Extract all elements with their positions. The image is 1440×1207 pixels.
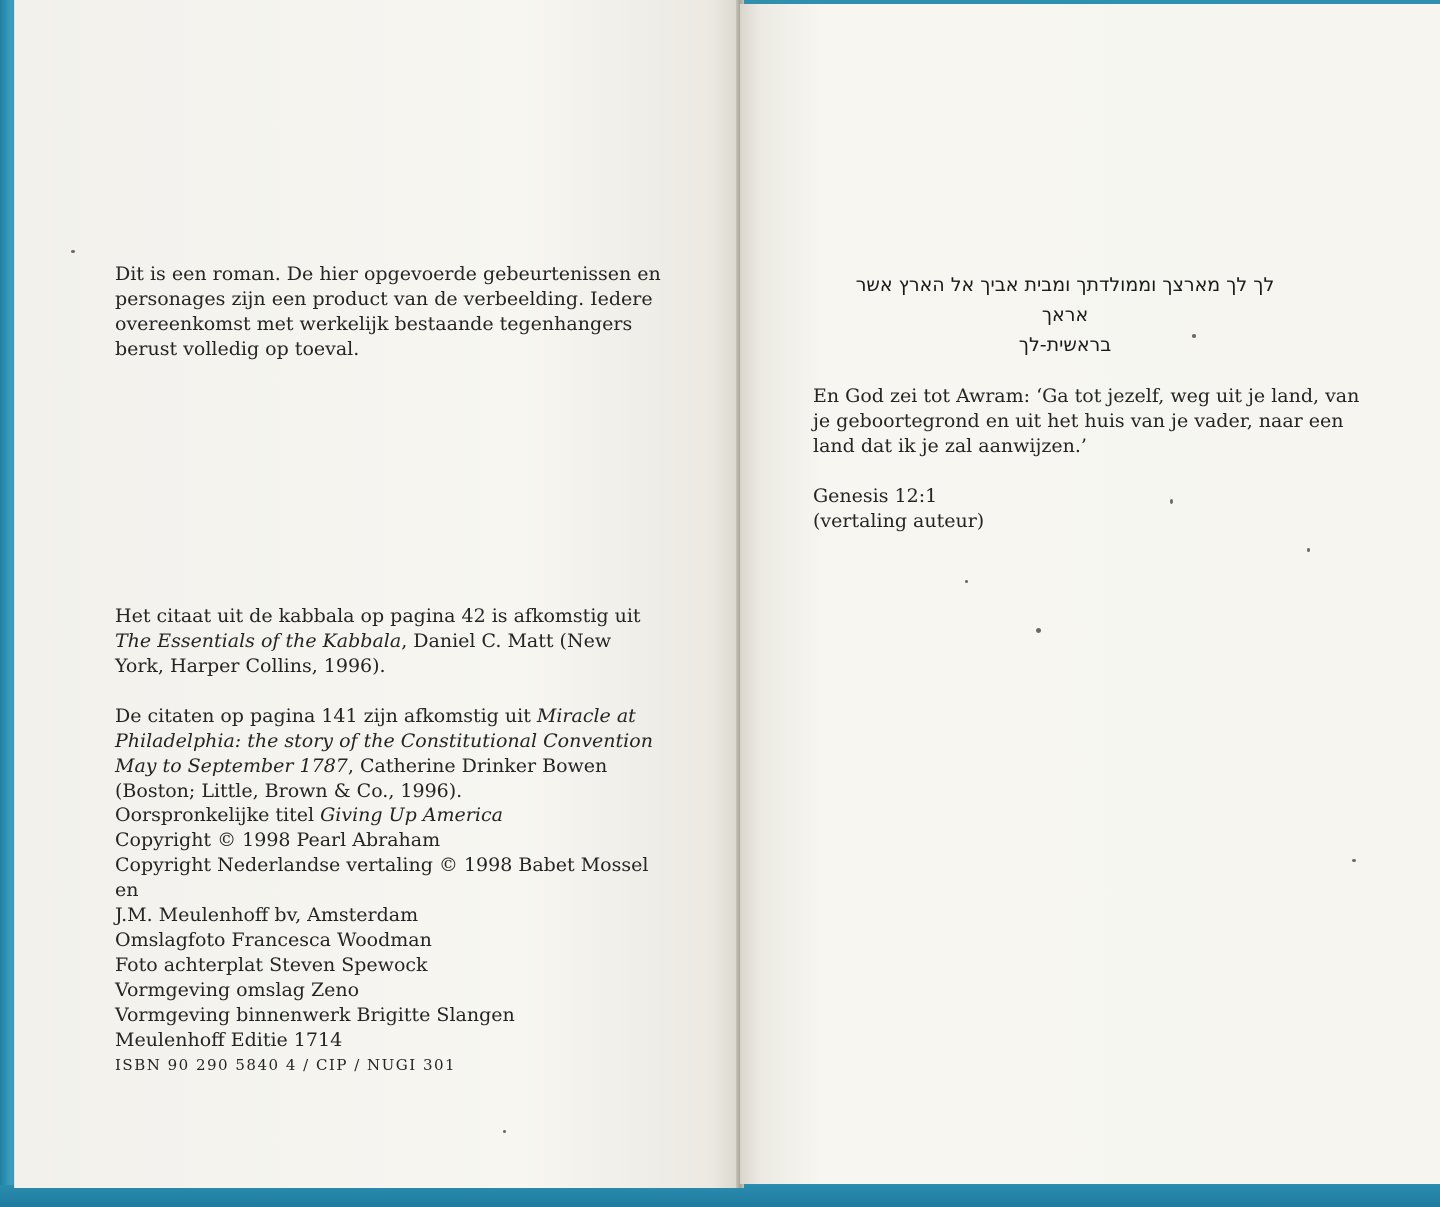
citation-philadelphia-intro: De citaten op pagina 141 zijn afkomstig uit [115, 705, 537, 727]
right-page [740, 4, 1440, 1184]
paper-speck [1192, 334, 1196, 338]
credit-line: Copyright © 1998 Pearl Abraham [115, 829, 441, 851]
citation-philadelphia-publisher: , Catherine Drinker Bowen (Boston; Little, Brown & Co., 1996). [115, 755, 608, 802]
show-through-author [335, 80, 348, 126]
citation-philadelphia [115, 704, 675, 804]
source-block [813, 484, 1213, 534]
credit-line: J.M. Meulenhoff bv, Amsterdam [115, 904, 419, 926]
citation-kabbala-intro: Het citaat uit de kabbala op pagina 42 is afkomstig uit [115, 605, 641, 627]
hebrew-verse [840, 270, 1290, 360]
paper-speck [1352, 859, 1356, 862]
credit-line: Copyright Nederlandse vertaling © 1998 Babet Mossel en [115, 854, 649, 901]
translation-block [813, 384, 1368, 459]
citation-kabbala-publisher: , Daniel C. Matt (New York, Harper Collins, 1996). [115, 630, 612, 677]
citation-kabbala-title: The Essentials of the Kabbala [115, 630, 402, 652]
edition-text: Meulenhoff Editie 1714 [115, 1029, 343, 1051]
citation-philadelphia-title: Miracle at Philadelphia: the story of the Constitutional Convention May to September 1787 [115, 705, 653, 777]
paper-speck [71, 250, 75, 253]
paper-speck [1170, 499, 1173, 504]
original-title-line [115, 803, 675, 828]
original-title: Giving Up America [320, 804, 503, 826]
citation-kabbala [115, 604, 660, 679]
isbn-text: ISBN 90 290 5840 4 / CIP / NUGI 301 [115, 1056, 457, 1074]
paper-speck [1307, 548, 1310, 552]
original-title-label: Oorspronkelijke titel [115, 804, 321, 826]
credit-line: Omslagfoto Francesca Woodman [115, 929, 432, 951]
paper-speck [503, 1130, 506, 1133]
edition-block [115, 1028, 675, 1078]
disclaimer-block [115, 262, 675, 362]
translation-text: En God zei tot Awram: ‘Ga tot jezelf, weg uit je land, van je geboortegrond en uit het huis van je vader, naar een land dat ik je zal aanwijzen.’ [813, 385, 1360, 457]
source-note: (vertaling auteur) [813, 510, 985, 532]
hebrew-verse-source: בראשית-לך [1018, 334, 1112, 356]
cover-edge-bottom [0, 1185, 1440, 1207]
credits-block [115, 803, 675, 1028]
credit-line: Vormgeving omslag Zeno [115, 979, 360, 1001]
paper-speck [965, 580, 968, 583]
credit-line: Foto achterplat Steven Spewock [115, 954, 428, 976]
paper-speck [1036, 628, 1041, 633]
disclaimer-text: Dit is een roman. De hier opgevoerde gebeurtenissen en personages zijn een product van de verbeelding. Iedere overeenkomst met werkelijk bestaande tegenhangers berust volledig op toeval. [115, 263, 661, 360]
credit-line: Vormgeving binnenwerk Brigitte Slangen [115, 1004, 515, 1026]
source-reference: Genesis 12:1 [813, 485, 938, 507]
left-page [14, 0, 741, 1188]
hebrew-verse-line: לך לך מארצך וממולדתך ומבית אביך אל הארץ אשר אראך [855, 274, 1275, 326]
